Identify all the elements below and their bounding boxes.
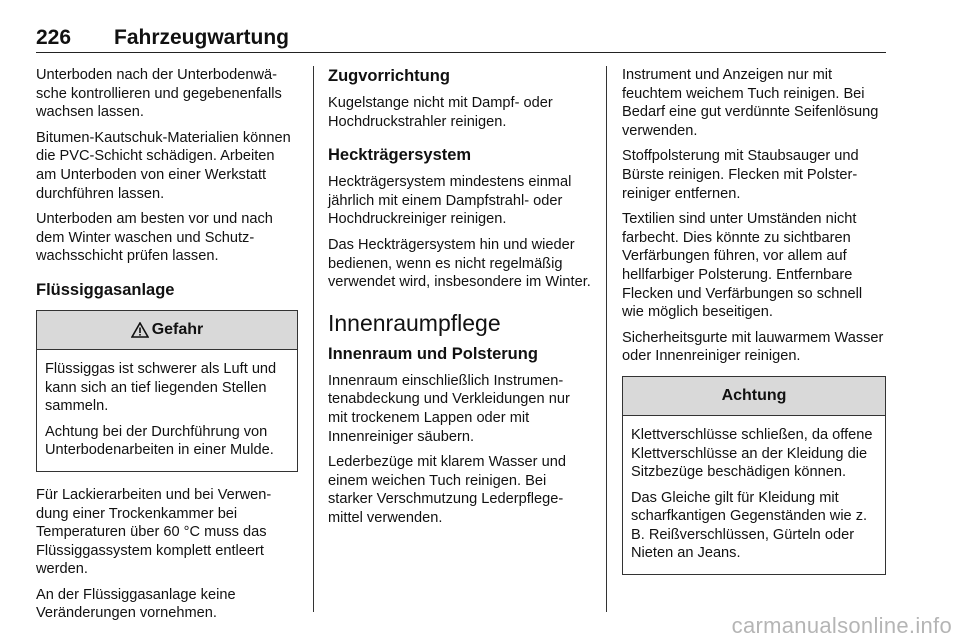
paragraph: Achtung bei der Durchführung von Unterbodenarbeiten in einer Mulde.	[45, 423, 274, 459]
caution-box-body	[623, 416, 885, 574]
section-heading-fluessiggasanlage: Flüssiggasanlage	[36, 280, 175, 299]
watermark: carmanualsonline.info	[731, 613, 952, 638]
paragraph: Bitumen-Kautschuk-Materialien können die PVC-Schicht schädigen. Arbeiten am Unterboden von einer Werkstatt durchführen lassen.	[36, 129, 291, 202]
paragraph: Heckträgersystem mindestens einmal jährlich mit einem Dampfstrahl- oder Hochdruckreiniger reinigen.	[328, 174, 572, 228]
paragraph: Für Lackierarbeiten und bei Verwendung einer Trockenkammer bei Temperaturen über 60 °C muss das Flüssiggassystem komplett entleert werden.	[36, 486, 272, 578]
paragraph: Flüssiggas ist schwerer als Luft und kann sich an tief liegenden Stellen sammeln.	[45, 360, 277, 415]
paragraph: Stoffpolsterung mit Staubsauger und Bürste reinigen. Flecken mit Polsterreiniger entfernen.	[622, 148, 859, 202]
paragraph: Unterboden am besten vor und nach dem Winter waschen und Schutzwachsschicht prüfen lassen.	[36, 211, 273, 265]
page-title: Fahrzeugwartung	[114, 26, 290, 49]
column-3	[622, 66, 886, 589]
paragraph: Sicherheitsgurte mit lauwarmem Wasser oder Innenreiniger reinigen.	[622, 329, 884, 365]
section-heading-innenraum-polsterung: Innenraum und Polsterung	[328, 344, 538, 363]
paragraph: Lederbezüge mit klarem Wasser und einem weichen Tuch reinigen. Bei starker Verschmutzung Lederpflegemittel verwenden.	[328, 454, 566, 526]
paragraph: Kugelstange nicht mit Dampf- oder Hochdruckstrahler reinigen.	[328, 95, 553, 130]
caution-box-header	[623, 377, 885, 416]
warning-triangle-icon	[131, 322, 149, 338]
paragraph: Textilien sind unter Umständen nicht farbecht. Dies könnte zu sichtbaren Verfärbungen führen, vor allem auf hellfarbiger Polsterung. Entfernbare Flecken und Verfärbungen so schnell wie möglich beseitigen.	[622, 211, 863, 321]
caution-box-title: Achtung	[721, 386, 787, 404]
paragraph: Instrument und Anzeigen nur mit feuchtem weichem Tuch reinigen. Bei Bedarf eine gut verdünnte Seifenlösung verwenden.	[622, 67, 879, 139]
paragraph: Klettverschlüsse schließen, da offene Klettverschlüsse an der Kleidung die Sitzbezüge beschädigen können.	[631, 426, 873, 481]
section-heading-heckträgersystem: Heckträgersystem	[328, 146, 472, 165]
paragraph: Innenraum einschließlich Instrumentenabdeckung und Verkleidungen nur mit trockenem Lappen oder mit Innenreiniger säubern.	[328, 372, 570, 445]
page-number: 226	[36, 26, 72, 49]
danger-box	[36, 310, 298, 472]
danger-box-header	[37, 311, 297, 350]
paragraph: Das Gleiche gilt für Kleidung mit scharfkantigen Gegenständen wie z. B. Reißverschlüssen, Gürteln oder Nieten an Jeans.	[631, 489, 868, 562]
section-heading-zugvorrichtung: Zugvorrichtung	[328, 67, 450, 85]
column-divider	[606, 66, 607, 612]
page-header	[36, 22, 886, 53]
column-1	[36, 66, 298, 630]
caution-box	[622, 376, 886, 575]
danger-box-body	[37, 350, 297, 471]
paragraph: An der Flüssiggasanlage keine Veränderungen vornehmen.	[36, 586, 236, 622]
danger-box-title: Gefahr	[151, 320, 204, 338]
column-divider	[313, 66, 314, 612]
chapter-heading-innenraumpflege: Innenraumpflege	[328, 309, 501, 336]
column-2	[328, 66, 592, 535]
paragraph: Das Heckträgersystem hin und wieder bedienen, wenn es nicht regelmäßig verwendet wird, insbesondere im Winter.	[328, 236, 591, 291]
paragraph: Unterboden nach der Unterbodenwäsche kontrollieren und gegebenenfalls wachsen lassen.	[36, 67, 282, 121]
